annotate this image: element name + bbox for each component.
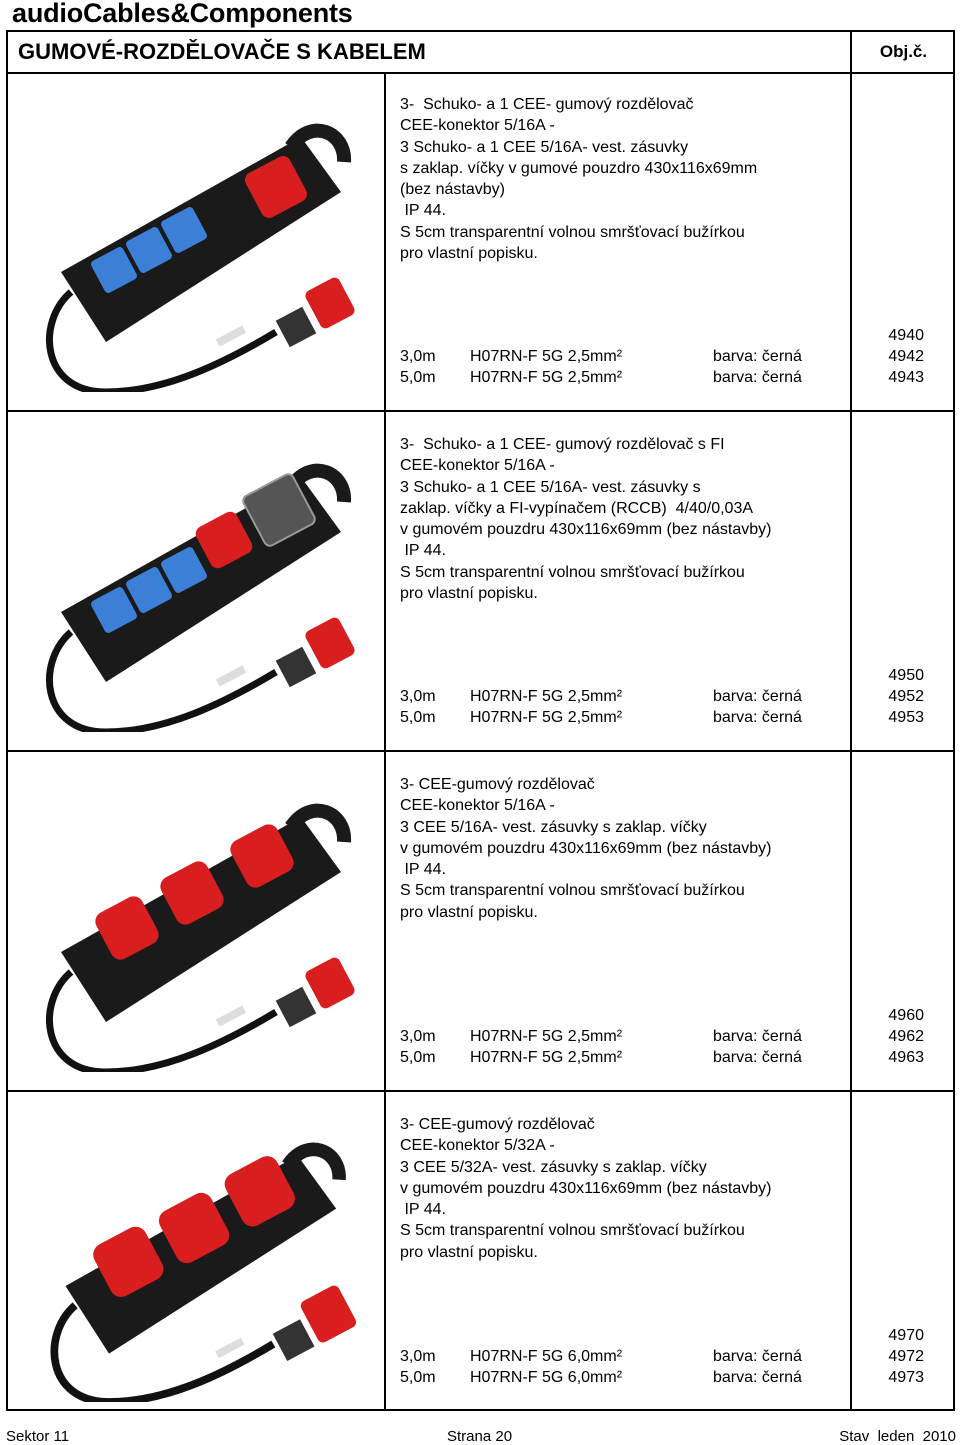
product-row [8,412,953,752]
order-number-cell [850,412,953,750]
variant-length: 5,0m [400,369,436,386]
order-number: 4952 [888,688,924,705]
variant-row [400,1028,840,1049]
variant-color: barva: černá [713,369,802,386]
variant-cable: H07RN-F 5G 2,5mm² [470,1028,623,1045]
product-image-cell [8,72,386,410]
variant-length: 3,0m [400,1028,436,1045]
variant-row [400,1348,840,1369]
variant-color: barva: černá [713,1369,802,1386]
variant-row [400,369,840,390]
variant-cable: H07RN-F 5G 2,5mm² [470,688,623,705]
order-number-cell [850,72,953,410]
variant-row [400,1369,840,1390]
order-number: 4963 [888,1049,924,1066]
order-number: 4973 [888,1369,924,1386]
variant-cable: H07RN-F 5G 2,5mm² [470,1049,623,1066]
product-description: 3- CEE-gumový rozdělovač CEE-konektor 5/32A - 3 CEE 5/32A- vest. zásuvky s zaklap. víčky v gumovém pouzdru 430x116x69mm (bez nástavby) IP 44. S 5cm transparentní volnou smršťovací bužírkou pro vlastní popisku. [400,1116,772,1261]
variant-length: 5,0m [400,709,436,726]
order-number: 4953 [888,709,924,726]
distributor-3-schuko-1-cee-fi-image [26,432,366,732]
distributor-3-schuko-1-cee-image [26,92,366,392]
table-header [8,32,953,74]
variant-color: barva: černá [713,1348,802,1365]
order-number: 4943 [888,369,924,386]
order-number: 4942 [888,348,924,365]
variant-cable: H07RN-F 5G 6,0mm² [470,1369,623,1386]
page-title: GUMOVÉ-ROZDĚLOVAČE S KABELEM [18,39,426,64]
variant-color: barva: černá [713,1049,802,1066]
variant-row [400,1049,840,1070]
base-order-number: 4970 [888,1327,924,1344]
variant-cable: H07RN-F 5G 2,5mm² [470,709,623,726]
variant-length: 3,0m [400,688,436,705]
variant-color: barva: černá [713,688,802,705]
product-description: 3- Schuko- a 1 CEE- gumový rozdělovač s FI CEE-konektor 5/16A - 3 Schuko- a 1 CEE 5/16A- vest. zásuvky s zaklap. víčky a FI-vypínačem (RCCB) 4/40/0,03A v gumovém pouzdru 430x116x69mm (bez nástavby) IP 44. S 5cm transparentní volnou smršťovací bužírkou pro vlastní popisku. [400,436,772,603]
distributor-3-cee-16a-image [26,772,366,1072]
order-number: 4962 [888,1028,924,1045]
order-number-cell [850,1092,953,1411]
variant-length: 3,0m [400,348,436,365]
order-number-header: Obj.č. [850,32,955,72]
variant-cable: H07RN-F 5G 2,5mm² [470,369,623,386]
footer-page: Strana 20 [447,1428,513,1445]
variant-row [400,709,840,730]
variant-color: barva: černá [713,709,802,726]
base-order-number: 4950 [888,667,924,684]
order-number-cell [850,752,953,1090]
variant-cable: H07RN-F 5G 6,0mm² [470,1348,623,1365]
product-table [6,30,955,1411]
footer-sector: Sektor 11 [6,1428,70,1445]
base-order-number: 4960 [888,1007,924,1024]
variant-length: 3,0m [400,1348,436,1365]
variant-row [400,348,840,369]
distributor-3-cee-32a-image [26,1112,366,1402]
footer-status: Stav leden 2010 [839,1428,956,1445]
product-image-cell [8,412,386,750]
product-image-cell [8,1092,386,1411]
variant-color: barva: černá [713,348,802,365]
product-image-cell [8,752,386,1090]
variant-color: barva: černá [713,1028,802,1045]
product-description: 3- Schuko- a 1 CEE- gumový rozdělovač CEE-konektor 5/16A - 3 Schuko- a 1 CEE 5/16A- vest. zásuvky s zaklap. víčky v gumové pouzdro 430x116x69mm (bez nástavby) IP 44. S 5cm transparentní volnou smršťovací bužírkou pro vlastní popisku. [400,96,758,263]
variant-length: 5,0m [400,1369,436,1386]
brand-title: audioCables&Components [12,0,353,28]
product-row [8,752,953,1092]
product-description: 3- CEE-gumový rozdělovač CEE-konektor 5/16A - 3 CEE 5/16A- vest. zásuvky s zaklap. víčky v gumovém pouzdru 430x116x69mm (bez nástavby) IP 44. S 5cm transparentní volnou smršťovací bužírkou pro vlastní popisku. [400,776,772,921]
order-number: 4972 [888,1348,924,1365]
variant-length: 5,0m [400,1049,436,1066]
product-row [8,1092,953,1411]
variant-row [400,688,840,709]
variant-cable: H07RN-F 5G 2,5mm² [470,348,623,365]
product-row [8,72,953,412]
base-order-number: 4940 [888,327,924,344]
